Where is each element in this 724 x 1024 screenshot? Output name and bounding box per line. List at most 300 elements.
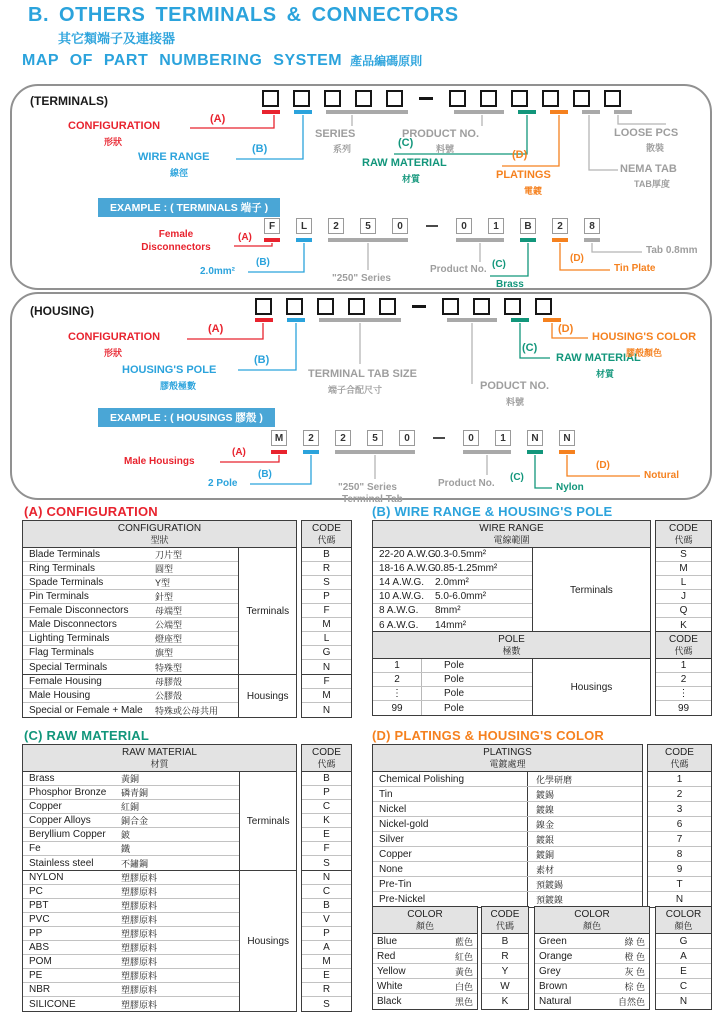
terminals-panel [10,84,712,290]
color-header: COLOR 顏色 [373,907,477,934]
color-row: Brown 棕 色 [535,979,649,994]
table-row: Pre-Tin 預鍍錫 [373,877,642,892]
map-title-en: MAP OF PART NUMBERING SYSTEM [22,52,343,69]
configuration-table [22,520,352,718]
table-row: PVC 塑膠原料 [23,913,239,927]
code-box [355,90,372,107]
platings-table [372,744,712,908]
table-header: CONFIGURATION 型狀 [23,521,296,548]
ex-c-tag: (C) [510,472,524,483]
table-header: POLE 極數 [373,632,650,659]
code-cell: C [302,885,351,899]
code-box: 0 [399,430,415,446]
table-a-title: (A) CONFIGURATION [24,504,158,519]
ex-raw-value: Nylon [556,482,584,493]
table-header: WIRE RANGE 電線範圍 [373,521,650,548]
code-cell: 7 [648,832,711,847]
code-box: 5 [360,218,376,234]
table-row: Male Housing 公膠殼 [23,689,238,703]
code-cell: E [302,828,351,842]
ex-plating-value: Tin Plate [614,263,656,274]
code-box: B [520,218,536,234]
table-d-title: (D) PLATINGS & HOUSING'S COLOR [372,728,605,743]
code-cell: P [302,786,351,800]
code-box [504,298,521,315]
config-label-zh: 形狀 [104,137,123,147]
code-box [386,90,403,107]
table-row: PP 塑膠原料 [23,927,239,941]
page-title-zh: 其它類端子及連接器 [58,31,176,46]
color-code-cell: Y [482,964,528,979]
loose-label-zh: 散裝 [646,143,665,153]
code-box [449,90,466,107]
table-row: Special Terminals 特殊型 [29,661,183,673]
series-underline [326,110,408,114]
wire-range-table [372,520,712,633]
terminals-example-badge: EXAMPLE : ( TERMINALS 端子 ) [98,198,280,217]
ex-tab-value: Tab 0.8mm [646,245,698,256]
code-header: CODE 代碼 [302,745,351,772]
ex-d-tag: (D) [596,460,610,471]
code-box: 0 [456,218,472,234]
ex-config-underline [271,450,287,454]
group-cell: Terminals [532,548,650,632]
table-row: Stainless steel 不鏽鋼 [29,857,149,869]
table-section [23,674,296,717]
example-config-label [120,228,232,254]
table-row: Flag Terminals 旗型 [23,646,238,660]
code-cell: R [302,983,351,997]
ex-wire-underline [296,238,312,242]
code-cell: 2 [656,673,711,687]
table-row: Special or Female + Male 特殊或公母共用 [29,704,219,716]
map-title [22,52,422,70]
pole-label: HOUSING'S POLE [122,364,217,376]
code-cell: N [322,661,331,673]
table-row: Beryllium Copper 鈹 [23,828,239,842]
color-code-cell: A [656,949,711,964]
code-box: F [264,218,280,234]
config-label: CONFIGURATION [68,331,161,343]
color-code-cell: G [656,934,711,949]
code-cell: S [656,548,711,562]
color-code-cell: K [501,996,509,1007]
code-box: 2 [552,218,568,234]
code-header: CODE 代碼 [648,745,711,772]
code-cell: J [656,590,711,604]
code-box [317,298,334,315]
table-row: Female Housing 母膠殼 [23,675,238,689]
code-box: M [271,430,287,446]
config-tag: (A) [208,323,224,335]
code-box: N [527,430,543,446]
color-header: CODE 代碼 [482,907,528,934]
color-row: Blue 藍色 [373,934,477,949]
table-row: Tin 鍍錫 [373,787,642,802]
code-cell: B [302,772,351,786]
table-row: Pre-Nickel 預鍍鎳 [373,892,642,907]
tabsize-label: TERMINAL TAB SIZE [308,368,417,380]
table-row: POM 塑膠原料 [23,955,239,969]
table-row: Spade Terminals Y型 [23,576,238,590]
code-cell: F [302,604,351,618]
color-row: Green 綠 色 [535,934,649,949]
code-cell: 1 [656,659,711,673]
ex-pole-value: 2 Pole [208,478,238,489]
pole-underline [287,318,305,322]
housing-color-table [372,906,712,1010]
table-row: Fe 鐵 [23,842,239,856]
housing-example-badge: EXAMPLE : ( HOUSINGS 膠殼 ) [98,408,275,427]
code-box: 8 [584,218,600,234]
table-row: 1 Pole [373,659,532,673]
table-row: Pin Terminals 針型 [23,590,238,604]
wire-label: WIRE RANGE [138,151,210,163]
code-box [262,90,279,107]
nema-label: NEMA TAB [620,163,677,175]
ex-product-value: Product No. [438,478,495,489]
code-box: 2 [328,218,344,234]
code-cell: S [323,857,330,869]
color-row: Grey 灰 色 [535,964,649,979]
code-box [348,298,365,315]
ex-tab-underline [584,238,600,242]
code-box: 2 [303,430,319,446]
table-row: 10 A.W.G. 5.0-6.0mm² [373,590,532,604]
code-cell: L [302,632,351,646]
code-cell: A [302,941,351,955]
code-cell: V [302,913,351,927]
leader-lines [12,86,714,292]
product-label: PRODUCT NO. [402,128,479,140]
code-cell: L [656,576,711,590]
group-cell: Terminals [238,548,296,674]
code-section [302,674,351,717]
ex-product-underline [463,450,511,454]
table-row: Copper 紅銅 [23,800,239,814]
ex-pole-underline [303,450,319,454]
code-cell: Q [656,604,711,618]
code-cell: S [302,576,351,590]
table-section [23,870,296,1011]
table-row: PBT 塑膠原料 [23,899,239,913]
code-header: CODE 代碼 [302,521,351,548]
nema-underline [582,110,600,114]
color-code-cell: R [482,949,528,964]
code-box: 5 [367,430,383,446]
table-row: ABS 塑膠原料 [23,941,239,955]
code-section [302,548,351,674]
example-code-boxes [264,218,600,234]
pole-table [372,631,712,716]
series-label-zh: 系列 [333,144,352,154]
table-row: Nickel 鍍鎳 [373,802,642,817]
table-row: Chemical Polishing 化學研磨 [373,772,642,787]
plating-underline [550,110,568,114]
color-code-cell: B [482,934,528,949]
group-cell: Housings [238,675,296,717]
code-box [535,298,552,315]
color-tag: (D) [558,323,574,335]
ex-c-tag: (C) [492,259,506,270]
config-tag: (A) [210,113,226,125]
config-underline [262,110,280,114]
code-section [656,548,711,632]
nema-label-zh: TAB厚度 [634,179,670,189]
table-row: 6 A.W.G. 14mm² [379,619,467,631]
code-cell: K [680,619,687,631]
code-section [302,870,351,1011]
ex-color-underline [559,450,575,454]
color-row: Red 紅色 [373,949,477,964]
raw-label-zh: 材質 [402,174,421,184]
tabsize-label-zh: 端子合配尺寸 [328,385,383,395]
ex-series-value: "250" Series [332,273,391,284]
table-section [373,548,650,632]
raw-tag: (C) [522,342,538,354]
loose-underline [614,110,632,114]
ex-product-value: Product No. [430,264,487,275]
table-row: PC 塑膠原料 [23,885,239,899]
color-code-cell: E [656,964,711,979]
table-row: 14 A.W.G. 2.0mm² [373,576,532,590]
code-section [302,772,351,870]
ex-series-underline [328,238,408,242]
ex-raw-underline [520,238,536,242]
ex-plating-underline [552,238,568,242]
code-cell: C [302,800,351,814]
product-label-zh: 料號 [436,144,455,154]
pole-label-zh: 膠殼極數 [160,381,197,391]
table-row: ⋮ Pole [373,687,532,701]
part-number-boxes [255,297,552,315]
table-row: 2 Pole [373,673,532,687]
page-title: B. OTHERS TERMINALS & CONNECTORS [28,4,459,26]
code-cell: B [302,548,351,562]
color-row: White 白色 [373,979,477,994]
pole-tag: (B) [254,354,270,366]
ex-a-tag: (A) [232,447,246,458]
color-header: COLOR 顏色 [656,907,711,934]
code-cell: 9 [648,862,711,877]
table-row: Copper 鍍銅 [373,847,642,862]
table-header: PLATINGS 電鍍處理 [373,745,642,772]
plating-tag: (D) [512,149,528,161]
loose-label: LOOSE PCS [614,127,679,139]
wire-tag: (B) [252,143,268,155]
housing-section-label: (HOUSING) [30,304,94,318]
code-box [542,90,559,107]
ex-config-underline [264,238,280,242]
code-cell: T [648,877,711,892]
ex-series-value2: Terminal Tab [342,494,403,505]
code-cell: N [302,871,351,885]
table-row: NBR 塑膠原料 [23,983,239,997]
example-config-line2: Disconnectors [141,242,211,253]
example-code-boxes [271,430,575,446]
code-section [648,772,711,907]
color-row: Orange 橙 色 [535,949,649,964]
part-number-boxes [262,89,621,107]
code-box: 0 [463,430,479,446]
color-row: Yellow 黃色 [373,964,477,979]
table-header: RAW MATERIAL 材質 [23,745,296,772]
code-cell: 1 [648,772,711,787]
code-cell: F [302,675,351,689]
ex-config-value: Male Housings [124,456,195,467]
ex-wire-value: 2.0mm² [200,266,236,277]
tabsize-underline [319,318,401,322]
code-cell: P [302,927,351,941]
terminals-section-label: (TERMINALS) [30,94,108,108]
table-row: Copper Alloys 銅合金 [23,814,239,828]
code-box: 1 [495,430,511,446]
table-row: SILICONE 塑膠原料 [29,998,158,1010]
housing-panel [10,292,712,505]
ex-series-underline [335,450,415,454]
raw-underline [511,318,529,322]
example-config-line1: Female [158,229,194,240]
table-section [373,772,642,907]
code-cell: M [656,562,711,576]
ex-b-tag: (B) [256,257,270,268]
ex-product-underline [456,238,504,242]
product-underline [454,110,504,114]
code-box: 2 [335,430,351,446]
code-box [473,298,490,315]
code-box [604,90,621,107]
color-header: COLOR 顏色 [535,907,649,934]
map-title-zh: 產品編碼原則 [350,54,423,68]
table-row: 18-16 A.W.G. 0.85-1.25mm² [373,562,532,576]
product-underline [447,318,497,322]
raw-label-zh: 材質 [596,369,615,379]
wire-underline [294,110,312,114]
ex-color-value: Notural [644,470,679,481]
ex-b-tag: (B) [258,469,272,480]
table-row: Brass 黃銅 [23,772,239,786]
table-row: Male Disconnectors 公端型 [23,618,238,632]
code-box [293,90,310,107]
table-section [373,659,650,715]
wire-label-zh: 線徑 [170,168,189,178]
plating-label: PLATINGS [496,169,551,181]
ex-raw-value: Brass [496,279,524,290]
table-row: 22-20 A.W.G. 0.3-0.5mm² [373,548,532,562]
table-row: Silver 鍍銀 [373,832,642,847]
table-row: None 素材 [373,862,642,877]
code-header: CODE 代碼 [656,632,711,659]
table-row: Lighting Terminals 燈座型 [23,632,238,646]
table-row: 99 Pole [373,701,532,715]
code-cell: N [322,704,331,716]
code-box [480,90,497,107]
code-cell: F [302,842,351,856]
series-label: SERIES [315,128,356,140]
code-box: N [559,430,575,446]
color-row: Black 黑色 [377,996,473,1007]
ex-a-tag: (A) [238,232,252,243]
code-cell: M [302,618,351,632]
code-box [286,298,303,315]
code-cell: 99 [677,702,690,714]
ex-d-tag: (D) [570,253,584,264]
code-cell: K [302,814,351,828]
table-row: 8 A.W.G. 8mm² [373,604,532,618]
raw-label: RAW MATERIAL [362,157,447,169]
group-cell: Housings [239,871,296,1011]
code-cell: R [302,562,351,576]
code-cell: 3 [648,802,711,817]
group-cell: Terminals [239,772,296,870]
group-cell: Housings [532,659,650,715]
table-section [23,548,296,674]
code-box: 0 [392,218,408,234]
color-label: HOUSING'S COLOR [592,331,697,343]
code-cell: G [302,646,351,660]
table-row: NYLON 塑膠原料 [23,871,239,885]
code-header: CODE 代碼 [656,521,711,548]
color-underline [543,318,561,322]
color-code-cell: W [482,979,528,994]
code-box: L [296,218,312,234]
code-cell: M [302,689,351,703]
table-row: PE 塑膠原料 [23,969,239,983]
code-dash [424,225,440,227]
table-row: Ring Terminals 圓型 [23,562,238,576]
raw-label: RAW MATERIAL [556,352,641,364]
code-box [255,298,272,315]
code-cell: P [302,590,351,604]
color-code-cell: C [656,979,711,994]
product-label-zh: 料號 [506,397,525,407]
code-cell: E [302,969,351,983]
code-cell: M [302,955,351,969]
table-section [23,772,296,870]
table-row: Blade Terminals 刀片型 [23,548,238,562]
code-cell: S [323,998,330,1010]
ex-series-value: "250" Series [338,482,397,493]
code-cell: 6 [648,817,711,832]
code-box [379,298,396,315]
raw-material-table [22,744,352,1012]
ex-raw-underline [527,450,543,454]
table-row: Phosphor Bronze 磷青銅 [23,786,239,800]
code-cell: B [302,899,351,913]
code-box [442,298,459,315]
raw-tag: (C) [398,137,414,149]
code-box [573,90,590,107]
color-row: Natural 自然色 [539,996,645,1007]
code-dash [410,305,428,308]
raw-underline [518,110,536,114]
code-dash [417,97,435,100]
color-label-zh: 膠殼顏色 [626,348,663,358]
code-cell: N [675,894,684,905]
code-cell: ⋮ [656,687,711,701]
code-box: 1 [488,218,504,234]
code-dash [431,437,447,439]
table-b-title: (B) WIRE RANGE & HOUSING'S POLE [372,504,613,519]
color-code-cell: N [679,996,688,1007]
code-cell: 8 [648,847,711,862]
code-cell: 2 [648,787,711,802]
config-underline [255,318,273,322]
table-c-title: (C) RAW MATERIAL [24,728,149,743]
code-box [324,90,341,107]
product-label: PODUCT NO. [480,380,550,392]
config-label-zh: 形狀 [104,348,123,358]
